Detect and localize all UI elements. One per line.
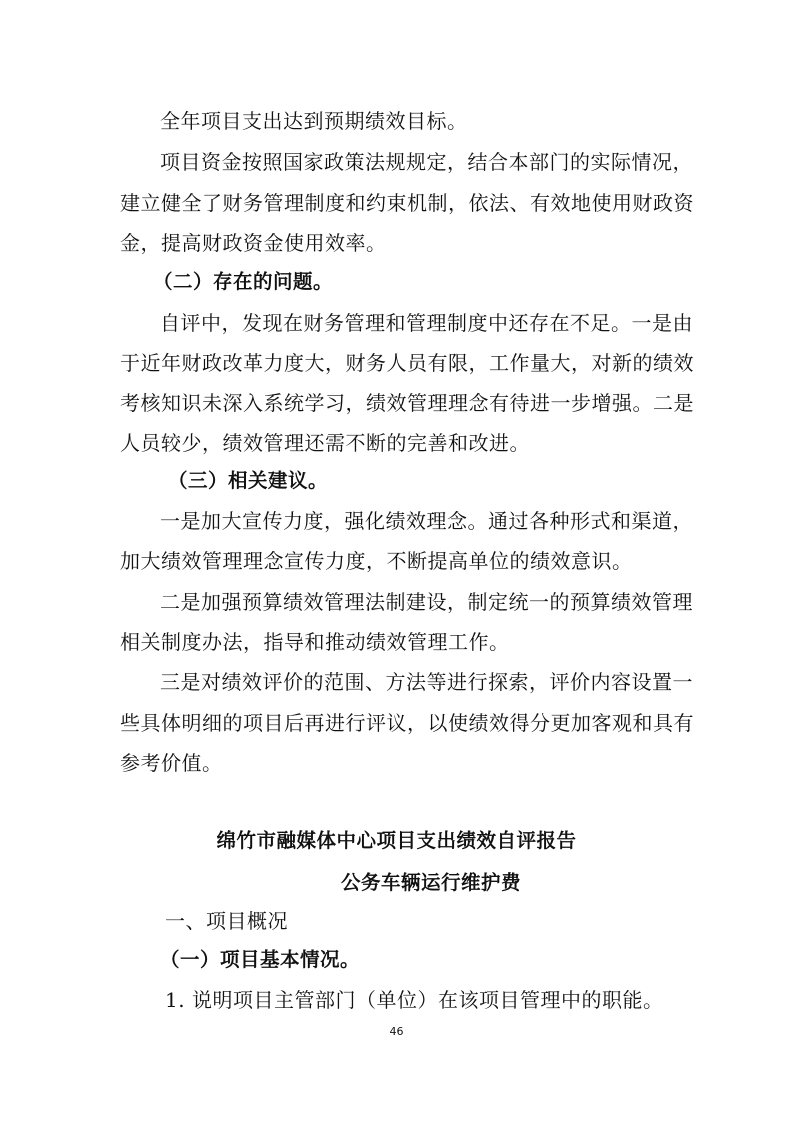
- paragraph-line: 相关制度办法，指导和推动绩效管理工作。: [120, 630, 510, 654]
- paragraph-line: 些具体明细的项目后再进行评议，以使绩效得分更加客观和具有: [120, 711, 694, 735]
- report-subtitle: 公务车辆运行维护费: [341, 871, 522, 894]
- paragraph-line: 考核知识未深入系统学习，绩效管理理念有待进一步增强。二是: [120, 391, 694, 415]
- paragraph-line: 项目资金按照国家政策法规规定，结合本部门的实际情况，: [160, 150, 693, 174]
- section-heading: 一、项目概况: [165, 909, 288, 933]
- paragraph-line: 金，提高财政资金使用效率。: [120, 231, 387, 255]
- paragraph-line: 自评中，发现在财务管理和管理制度中还存在不足。一是由: [160, 311, 693, 335]
- section-heading: （二）存在的问题。: [153, 270, 334, 293]
- paragraph-line: 二是加强预算绩效管理法制建设，制定统一的预算绩效管理: [160, 590, 693, 614]
- section-heading: （一）项目基本情况。: [160, 948, 361, 971]
- paragraph-line: 于近年财政改革力度大，财务人员有限，工作量大，对新的绩效: [120, 351, 694, 375]
- paragraph-line: 三是对绩效评价的范围、方法等进行探索，评价内容设置一: [160, 670, 693, 694]
- paragraph-line: 1. 说明项目主管部门（单位）在该项目管理中的职能。: [165, 988, 664, 1012]
- page-number: 46: [389, 1025, 404, 1038]
- report-title: 绵竹市融媒体中心项目支出绩效自评报告: [216, 829, 577, 852]
- paragraph-line: 一是加大宣传力度，强化绩效理念。通过各种形式和渠道，: [160, 509, 693, 533]
- paragraph-line: 人员较少，绩效管理还需不断的完善和改进。: [120, 431, 530, 455]
- paragraph-line: 参考价值。: [120, 751, 223, 775]
- paragraph-line: 全年项目支出达到预期绩效目标。: [160, 109, 468, 133]
- paragraph-line: 建立健全了财务管理制度和约束机制，依法、有效地使用财政资: [120, 191, 694, 215]
- section-heading: （三）相关建议。: [168, 469, 329, 492]
- paragraph-line: 加大绩效管理理念宣传力度，不断提高单位的绩效意识。: [120, 549, 633, 573]
